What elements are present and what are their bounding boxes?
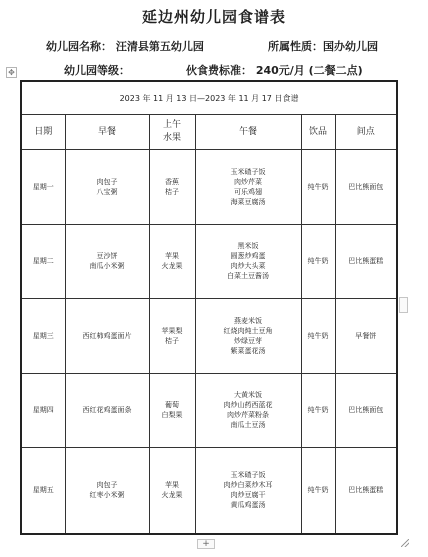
drink-cell: 纯牛奶 bbox=[301, 447, 335, 534]
drink-cell: 纯牛奶 bbox=[301, 150, 335, 224]
lunch-item: 可乐鸡翅 bbox=[234, 188, 262, 197]
drink-cell: 纯牛奶 bbox=[301, 299, 335, 373]
lunch-cell bbox=[195, 299, 301, 373]
fruit-item: 火龙果 bbox=[161, 262, 183, 271]
resize-grip-icon[interactable] bbox=[401, 539, 409, 547]
ownership-nature: 所属性质：国办幼儿园 bbox=[268, 40, 378, 53]
lunch-item: 肉炒豆腐干 bbox=[230, 491, 266, 500]
fruit-cell bbox=[149, 150, 195, 224]
lunch-item: 白菜土豆酱汤 bbox=[227, 272, 269, 281]
lunch-item: 红烧肉炖土豆角 bbox=[223, 326, 273, 335]
fruit-item: 苹果 bbox=[165, 252, 179, 261]
header-breakfast: 早餐 bbox=[65, 115, 149, 150]
header-snack: 间点 bbox=[335, 115, 397, 150]
table-side-handle[interactable] bbox=[399, 297, 408, 313]
lunch-item: 南瓜土豆汤 bbox=[230, 421, 266, 430]
fruit-item: 苹果 bbox=[165, 481, 179, 490]
header-day: 日期 bbox=[21, 115, 65, 150]
drink-cell: 纯牛奶 bbox=[301, 373, 335, 447]
day-cell: 星期二 bbox=[21, 224, 65, 298]
date-range: 2023 年 11 月 13 日—2023 年 11 月 17 日食谱 bbox=[21, 81, 397, 115]
table-row bbox=[21, 373, 397, 447]
lunch-item: 肉炒芹菜粉条 bbox=[227, 411, 269, 420]
lunch-cell bbox=[195, 150, 301, 224]
fruit-cell bbox=[149, 299, 195, 373]
page-title: 延边州幼儿园食谱表 bbox=[141, 8, 286, 26]
lunch-cell bbox=[195, 373, 301, 447]
breakfast-item: 八宝粥 bbox=[96, 188, 118, 197]
lunch-cell bbox=[195, 224, 301, 298]
header-drink: 饮品 bbox=[301, 115, 335, 150]
add-row-button[interactable]: + bbox=[197, 539, 215, 549]
day-cell: 星期一 bbox=[21, 150, 65, 224]
lunch-item: 大黄米饭 bbox=[234, 391, 262, 400]
snack-cell: 早餐饼 bbox=[335, 299, 397, 373]
lunch-item: 肉炒大头菜 bbox=[230, 262, 266, 271]
fruit-cell bbox=[149, 224, 195, 298]
meal-fee-standard: 伙食费标准： 240元/月 (二餐二点) bbox=[186, 64, 363, 77]
kindergarten-name: 幼儿园名称： 汪清县第五幼儿园 bbox=[46, 40, 204, 53]
breakfast-item: 肉包子 bbox=[96, 178, 118, 187]
lunch-item: 肉炒白菜炒木耳 bbox=[223, 481, 273, 490]
lunch-item: 黄瓜鸡蛋汤 bbox=[230, 501, 266, 510]
lunch-item: 黑米饭 bbox=[237, 242, 259, 251]
drink-cell: 纯牛奶 bbox=[301, 224, 335, 298]
lunch-item: 炒绿豆芽 bbox=[234, 336, 262, 345]
lunch-item: 肉炒芹菜 bbox=[234, 178, 262, 187]
fruit-cell bbox=[149, 373, 195, 447]
fruit-item: 香蕉 bbox=[165, 178, 179, 187]
lunch-item: 圆葱炒鸡蛋 bbox=[230, 252, 266, 261]
lunch-cell bbox=[195, 447, 301, 534]
lunch-item: 燕麦米饭 bbox=[234, 316, 262, 325]
table-row bbox=[21, 150, 397, 224]
fruit-item: 白梨果 bbox=[161, 411, 183, 420]
table-row bbox=[21, 224, 397, 298]
breakfast-item: 红枣小米粥 bbox=[89, 491, 125, 500]
table-move-handle-icon[interactable]: ✥ bbox=[6, 67, 17, 78]
breakfast-item: 南瓜小米粥 bbox=[89, 262, 125, 271]
breakfast-cell bbox=[65, 224, 149, 298]
table-row bbox=[21, 299, 397, 373]
snack-cell: 巴比熊蛋糕 bbox=[335, 447, 397, 534]
breakfast-item: 豆沙饼 bbox=[96, 252, 118, 261]
breakfast-item: 西红柿鸡蛋面片 bbox=[82, 331, 132, 340]
lunch-item: 海菜豆腐汤 bbox=[230, 198, 266, 207]
header-fruit bbox=[149, 115, 195, 150]
breakfast-cell bbox=[65, 447, 149, 534]
snack-cell: 巴比熊面包 bbox=[335, 150, 397, 224]
fruit-item: 桔子 bbox=[165, 188, 179, 197]
lunch-item: 紫菜蛋花汤 bbox=[230, 346, 266, 355]
day-cell: 星期四 bbox=[21, 373, 65, 447]
fruit-cell bbox=[149, 447, 195, 534]
header-fruit-line2: 水果 bbox=[162, 133, 181, 144]
lunch-item: 玉米碴子饭 bbox=[230, 168, 266, 177]
breakfast-cell bbox=[65, 373, 149, 447]
breakfast-item: 西红花鸡蛋面条 bbox=[82, 406, 132, 415]
day-cell: 星期三 bbox=[21, 299, 65, 373]
menu-table bbox=[20, 80, 398, 535]
table-row bbox=[21, 447, 397, 534]
fruit-item: 桔子 bbox=[165, 336, 179, 345]
header-lunch: 午餐 bbox=[195, 115, 301, 150]
lunch-item: 玉米碴子饭 bbox=[230, 471, 266, 480]
breakfast-item: 肉包子 bbox=[96, 481, 118, 490]
fruit-item: 苹果梨 bbox=[161, 326, 183, 335]
fruit-item: 火龙果 bbox=[161, 491, 183, 500]
header-fruit-line1: 上午 bbox=[162, 120, 181, 131]
day-cell: 星期五 bbox=[21, 447, 65, 534]
snack-cell: 巴比熊面包 bbox=[335, 373, 397, 447]
snack-cell: 巴比熊蛋糕 bbox=[335, 224, 397, 298]
breakfast-cell bbox=[65, 299, 149, 373]
kindergarten-level: 幼儿园等级： bbox=[64, 64, 130, 77]
lunch-item: 肉炒山药西蓝花 bbox=[223, 401, 273, 410]
fruit-item: 葡萄 bbox=[165, 401, 179, 410]
breakfast-cell bbox=[65, 150, 149, 224]
